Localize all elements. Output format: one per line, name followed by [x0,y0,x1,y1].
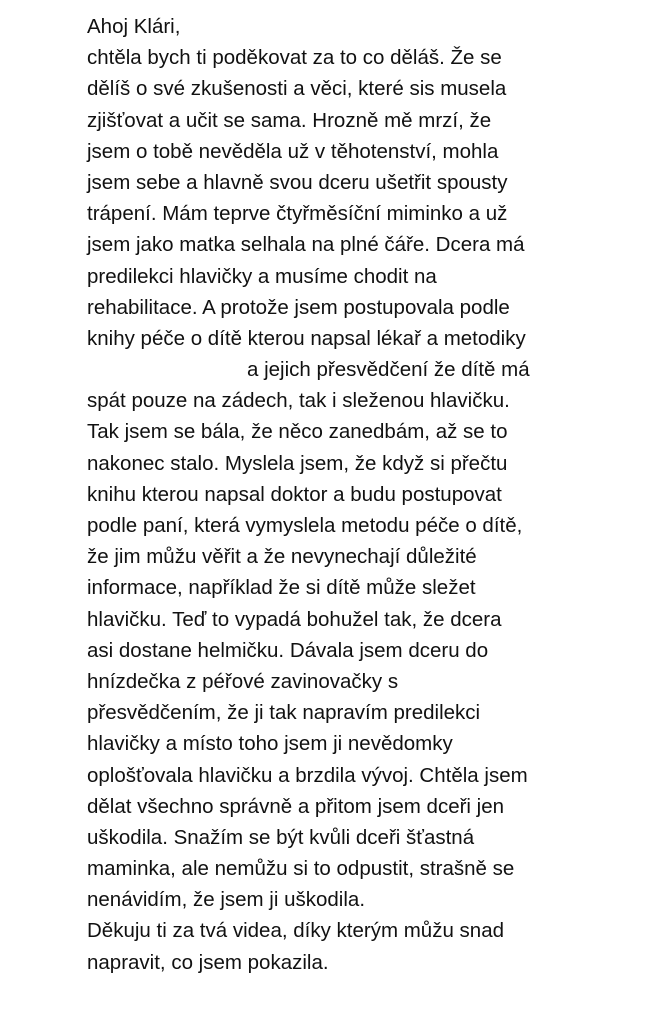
message-line: napravit, co jsem pokazila. [87,950,329,974]
message-line: jsem o tobě nevěděla už v těhotenství, mohla [87,139,499,163]
message-line: dělíš o své zkušenosti a věci, které sis musela [87,77,507,101]
message-line: zjišťovat a učit se sama. Hrozně mě mrzí, že [87,108,492,132]
message-line: chtěla bych ti poděkovat za to co děláš. Že se [87,46,502,70]
message-line: hlavičku. Teď to vypadá bohužel tak, že dcera [87,607,502,631]
message-line: spát pouze na zádech, tak i sleženou hlavičku. [87,389,510,413]
message-line: přesvědčením, že ji tak napravím predilekci [87,701,481,725]
message-line-redacted [87,354,657,385]
message-line: asi dostane helmičku. Dávala jsem dceru do [87,638,489,662]
message-line: Děkuju ti za tvá videa, díky kterým můžu snad [87,919,505,943]
message-line: oplošťovala hlavičku a brzdila vývoj. Chtěla jsem [87,763,528,787]
message-line: jsem sebe a hlavně svou dceru ušetřit spousty [87,170,508,194]
message-line: nakonec stalo. Myslela jsem, že když si přečtu [87,451,508,475]
message-line-text: a jejich přesvědčení že dítě má [247,358,530,382]
message-line: rehabilitace. A protože jsem postupovala podle [87,295,510,319]
message-line: informace, například že si dítě může sležet [87,576,476,600]
message-line: nenávidím, že jsem ji uškodila. [87,888,366,912]
message-line: Ahoj Klári, [87,15,181,38]
message-line: hlavičky a místo toho jsem ji nevědomky [87,732,453,756]
message-line: hnízdečka z péřové zavinovačky s [87,669,399,693]
redacted-text-block [87,358,247,380]
message-line: trápení. Mám teprve čtyřměsíční miminko a už [87,202,508,226]
message-line: uškodila. Snažím se být kvůli dceři šťastná [87,825,475,849]
message-line: knihu kterou napsal doktor a budu postupovat [87,482,502,506]
message-line: že jim můžu věřit a že nevynechají důležité [87,545,477,569]
message-line: maminka, ale nemůžu si to odpustit, strašně se [87,857,515,881]
message-line: podle paní, která vymyslela metodu péče o dítě, [87,514,523,537]
message-line: dělat všechno správně a přitom jsem dceři jen [87,794,505,818]
message-line: knihy péče o dítě kterou napsal lékař a metodiky [87,326,526,350]
message-line: predilekci hlavičky a musíme chodit na [87,264,437,288]
message-line: jsem jako matka selhala na plné čáře. Dcera má [87,233,525,257]
message-body [87,11,657,978]
message-line: Tak jsem se bála, že něco zanedbám, až se to [87,420,508,444]
